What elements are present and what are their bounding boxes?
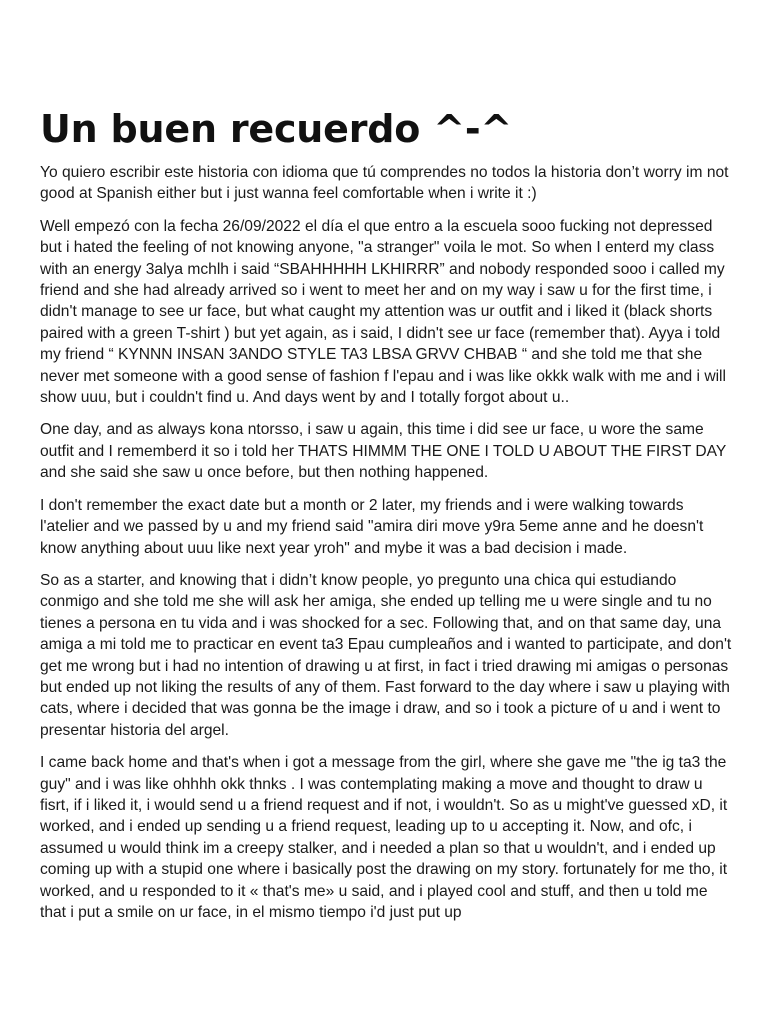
paragraph-3: One day, and as always kona ntorsso, i saw u again, this time i did see ur face, u wore the same outfit and I rememberd it so i told her THATS HIMMM THE ONE I TOLD U ABOUT THE FIRST DAY and she said she saw u once before, but then nothing happened. (40, 421, 727, 482)
paragraph-6: I came back home and that's when i got a message from the girl, where she gave me "the ig ta3 the guy" and i was like ohhhh okk thnks . I was contemplating making a move and thought to draw u fisrt, if i liked it, i would send u a friend request and if not, i wouldn't. So as u might've guessed xD, it worked, and i ended up sending u a friend request, leading up to u accepting it. Now, and ofc, i assumed u would think im a creepy stalker, and i needed a plan so that u wouldn't, and i ended up coming up with a stupid one where i basically post the drawing on my story. fortunately for me tho, it worked, and u responded to it « that's me» u said, and i played cool and stuff, and then u told me that i put a smile on ur face, in el mismo tiempo i'd just put up (40, 754, 728, 921)
paragraph-4: I don't remember the exact date but a month or 2 later, my friends and i were walking towards l'atelier and we passed by u and my friend said "amira diri move y9ra 5eme anne and he doesn't know anything about uuu like next year yroh" and mybe it was a bad decision i made. (40, 496, 704, 557)
paragraph-2: Well empezó con la fecha 26/09/2022 el día el que entro a la escuela sooo fucking not depressed but i hated the feeling of not knowing anyone, "a stranger" voila le mot. So when I enterd my class with an energy 3alya mchlh i said “SBAHHHHH LKHIRRR” and nobody responded sooo i called my friend and she had already arrived so i went to meet her and on my way i saw u for the first time, i didn't manage to see ur face, but what caught my attention was ur outfit and i liked it (black shorts paired with a green T-shirt ) but yet again, as i said, I didn't see ur face (remember that). Ayya i told my friend “ KYNNN INSAN 3ANDO STYLE TA3 LBSA GRVV CHBAB “ and she told me that she never met someone with a good sense of fashion f l'epau and i was like okkk walk with me and i will show uuu, but i couldn't find u. And days went by and I totally forgot about u.. (40, 217, 726, 407)
document-page (40, 106, 732, 934)
paragraph-1: Yo quiero escribir este historia con idioma que tú comprendes no todos la historia don’t worry im not good at Spanish either but i just wanna feel comfortable when i write it :) (40, 164, 729, 203)
document-title: Un buen recuerdo ^-^ (40, 107, 513, 151)
paragraph-5: So as a starter, and knowing that i didn’t know people, yo pregunto una chica qui estudiando conmigo and she told me she will ask her amiga, she ended up telling me u were single and tu no tienes a persona en tu vida and i was shocked for a sec. Following that, and on that same day, una amiga a mi told me to practicar en event ta3 Epau cumpleaños and i wanted to participate, and don't get me wrong but i had no intention of drawing u at first, in fact i tried drawing mi amigas o personas but ended up not liking the results of any of them. Fast forward to the day where i saw u playing with cats, where i decided that was gonna be the image i draw, and so i took a picture of u and i went to presentar historia del argel. (40, 571, 732, 739)
